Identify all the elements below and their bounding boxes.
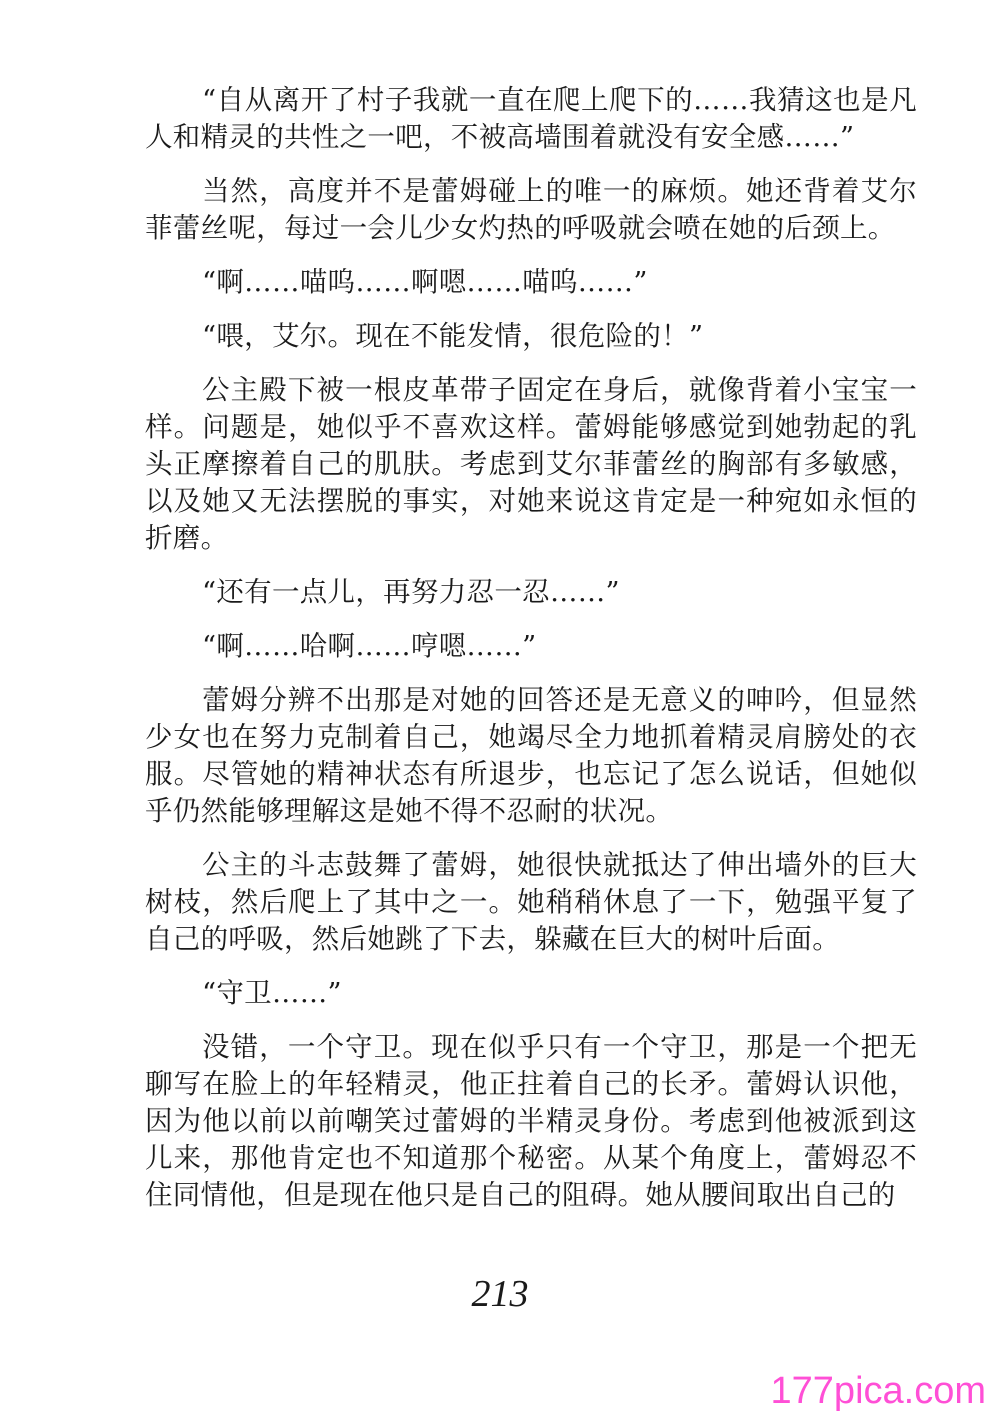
page-body xyxy=(145,82,917,1231)
paragraph: “还有一点儿，再努力忍一忍……” xyxy=(202,576,620,608)
paragraph: 公主的斗志鼓舞了蕾姆，她很快就抵达了伸出墙外的巨大树枝，然后爬上了其中之一。她稍稍休息了一下，勉强平复了自己的呼吸，然后她跳了下去，躲藏在巨大的树叶后面。 xyxy=(145,849,917,955)
paragraph: 当然，高度并不是蕾姆碰上的唯一的麻烦。她还背着艾尔菲蕾丝呢，每过一会儿少女灼热的呼吸就会喷在她的后颈上。 xyxy=(145,175,917,244)
paragraph: “自从离开了村子我就一直在爬上爬下的……我猜这也是凡人和精灵的共性之一吧，不被高墙围着就没有安全感……” xyxy=(145,84,917,153)
paragraph: 公主殿下被一根皮革带子固定在身后，就像背着小宝宝一样。问题是，她似乎不喜欢这样。蕾姆能够感觉到她勃起的乳头正摩擦着自己的肌肤。考虑到艾尔菲蕾丝的胸部有多敏感，以及她又无法摆脱的事实，对她来说这肯定是一种宛如永恒的折磨。 xyxy=(145,374,917,554)
paragraph: 蕾姆分辨不出那是对她的回答还是无意义的呻吟，但显然少女也在努力克制着自己，她竭尽全力地抓着精灵肩膀处的衣服。尽管她的精神状态有所退步，也忘记了怎么说话，但她似乎仍然能够理解这是她不得不忍耐的状况。 xyxy=(145,684,917,827)
paragraph: “啊……哈啊……哼嗯……” xyxy=(202,630,537,662)
paragraph: “啊……喵呜……啊嗯……喵呜……” xyxy=(202,266,648,298)
page-number: 213 xyxy=(471,1273,529,1315)
paragraph: 没错，一个守卫。现在似乎只有一个守卫，那是一个把无聊写在脸上的年轻精灵，他正拄着自己的长矛。蕾姆认识他，因为他以前以前嘲笑过蕾姆的半精灵身份。考虑到他被派到这儿来，那他肯定也不知道那个秘密。从某个角度上，蕾姆忍不住同情他，但是现在他只是自己的阻碍。她从腰间取出自己的 xyxy=(145,1031,917,1211)
watermark: 177pica.com xyxy=(770,1370,986,1412)
paragraph: “喂，艾尔。现在不能发情，很危险的！” xyxy=(202,320,704,352)
paragraph: “守卫……” xyxy=(202,977,342,1009)
